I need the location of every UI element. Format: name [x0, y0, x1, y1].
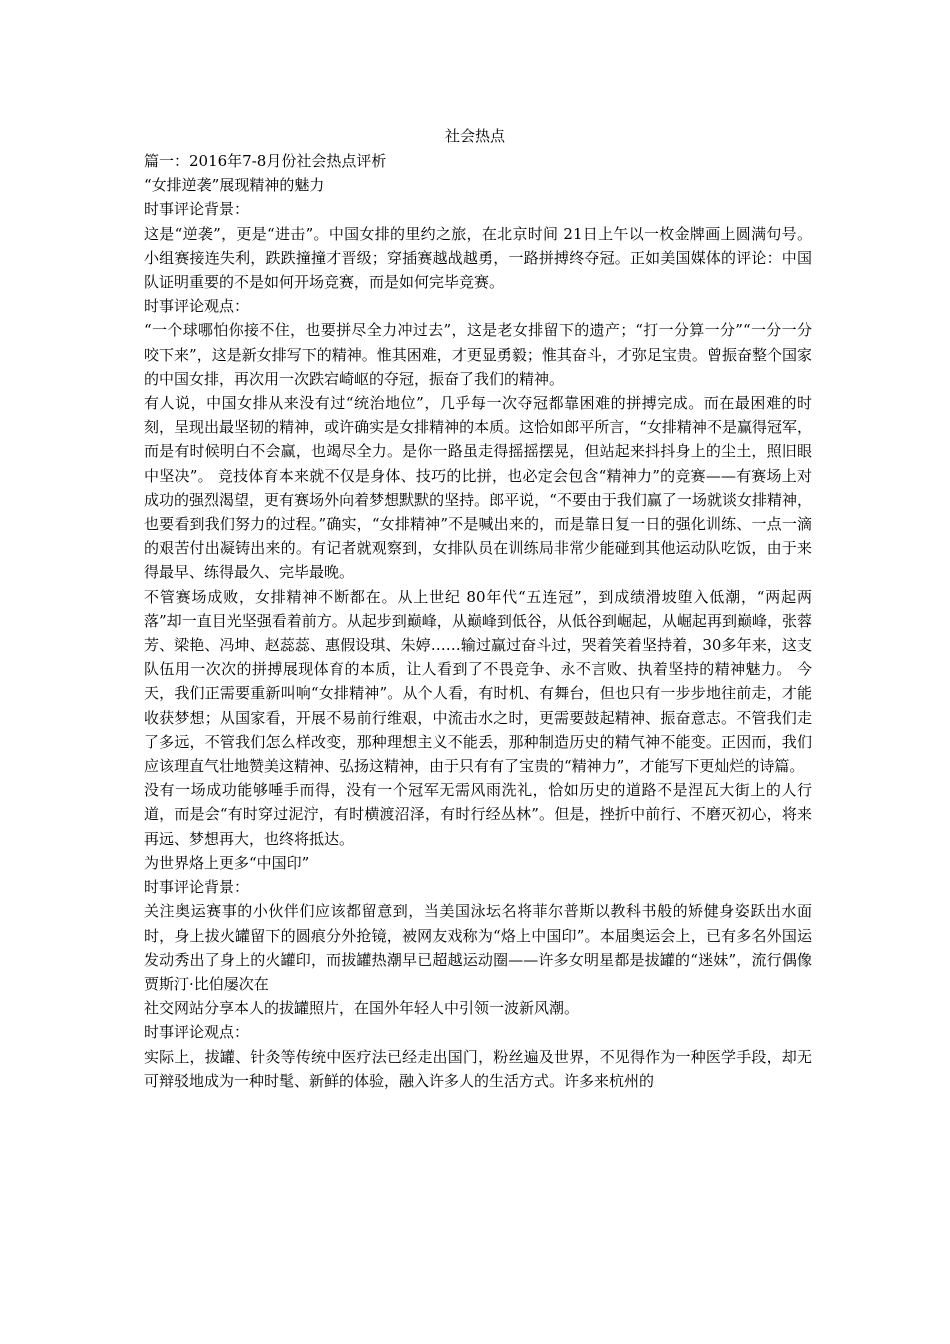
body-paragraph: “一个球哪怕你接不住，也要拼尽全力冲过去”，这是老女排留下的遗产；“打一分算一分”“一分一分咬下来”，这是新女排写下的精神。惟其困难，才更显勇毅；惟其奋斗，才弥足宝贵。曾振奋整个国家的中国女排，再次用一次跌宕崎岖的夺冠，振奋了我们的精神。 [144, 321, 812, 388]
body-paragraph: 有人说，中国女排从来没有过“统治地位”，几乎每一次夺冠都靠困难的拼搏完成。而在最困难的时刻，呈现出最坚韧的精神，或许确实是女排精神的本质。这恰如郎平所言，“女排精神不是赢得冠军，而是有时候明白不会赢，也竭尽全力。是你一路虽走得摇摇摆晃，但站起来抖抖身上的尘土，照旧眼中坚决”。 竞技体育本来就不仅是身体、技巧的比拼，也必定会包含“精神力”的竞赛——有赛场上对成功的强烈渴望，更有赛场外向着梦想默默的坚持。郎平说，“不要由于我们赢了一场就谈女排精神，也要看到我们努力的过程。”确实，“女排精神”不是喊出来的，而是靠日复一日的强化训练、一点一滴的艰苦付出凝铸出来的。有记者就观察到，女排队员在训练局非常少能碰到其他运动队吃饭，由于来得最早、练得最久、完毕最晚。 [144, 394, 812, 582]
section-label: 时事评论观点： [144, 297, 250, 316]
article-heading: “女排逆袭”展现精神的魅力 [144, 176, 325, 195]
article-heading: 为世界烙上更多“中国印” [144, 853, 310, 872]
section-label: 时事评论背景： [144, 200, 250, 219]
body-paragraph: 不管赛场成败，女排精神不断都在。从上世纪 80年代“五连冠”，到成绩滑坡堕入低潮，“两起两落”却一直目光坚强看着前方。从起步到巅峰，从巅峰到低谷，从低谷到崛起，从崛起再到巅峰，张蓉芳、梁艳、冯坤、赵蕊蕊、惠假设琪、朱婷……输过赢过奋斗过，哭着笑着坚持着，30多年来，这支队伍用一次次的拼搏展现体育的本质，让人看到了不畏竞争、永不言败、执着坚持的精神魅力。 今天，我们正需要重新叫响“女排精神”。从个人看，有时机、有舞台，但也只有一步步地往前走，才能收获梦想；从国家看，开展不易前行维艰，中流击水之时，更需要鼓起精神、振奋意志。不管我们走了多远，不管我们怎么样改变，那种理想主义不能丢，那种制造历史的精气神不能变。正因而，我们应该理直气壮地赞美这精神、弘扬这精神，由于只有有了宝贵的“精神力”，才能写下更灿烂的诗篇。 [144, 587, 812, 776]
body-paragraph: 关注奥运赛事的小伙伴们应该都留意到，当美国泳坛名将菲尔普斯以教科书般的矫健身姿跃出水面时，身上拔火罐留下的圆痕分外抢镜，被网友戏称为“烙上中国印”。本届奥运会上，已有多名外国运发动秀出了身上的火罐印，而拔罐热潮早已超越运动圈——许多女明星都是拔罐的“迷妹”，流行偶像贾斯汀·比伯屡次在 [144, 902, 812, 993]
section-label: 时事评论背景： [144, 878, 250, 897]
body-paragraph: 这是“逆袭”，更是“进击”。中国女排的里约之旅，在北京时间 21日上午以一枚金牌画上圆满句号。小组赛接连失利，跌跌撞撞才晋级；穿插赛越战越勇，一路拼搏终夺冠。正如美国媒体的评论：中国队证明重要的不是如何开场竞赛，而是如何完毕竞赛。 [144, 224, 812, 292]
body-paragraph: 实际上，拔罐、针灸等传统中医疗法已经走出国门，粉丝遍及世界，不见得作为一种医学手段，却无可辩驳地成为一种时髦、新鲜的体验，融入许多人的生活方式。许多来杭州的 [144, 1047, 812, 1090]
body-paragraph: 社交网站分享本人的拔罐照片，在国外年轻人中引领一波新风潮。 [144, 999, 580, 1018]
document-body [144, 149, 812, 1093]
subtitle-line: 篇一：2016年7-8月份社会热点评析 [144, 152, 387, 170]
body-paragraph: 没有一场成功能够唾手而得，没有一个冠军无需风雨洗礼，恰如历史的道路不是涅瓦大街上的人行道，而是会“有时穿过泥泞，有时横渡沼泽，有时行经丛林”。但是，挫折中前行、不磨灭初心，将来再远、梦想再大，也终将抵达。 [144, 781, 812, 848]
document-title: 社会热点 [444, 127, 505, 145]
section-label: 时事评论观点： [144, 1023, 250, 1042]
